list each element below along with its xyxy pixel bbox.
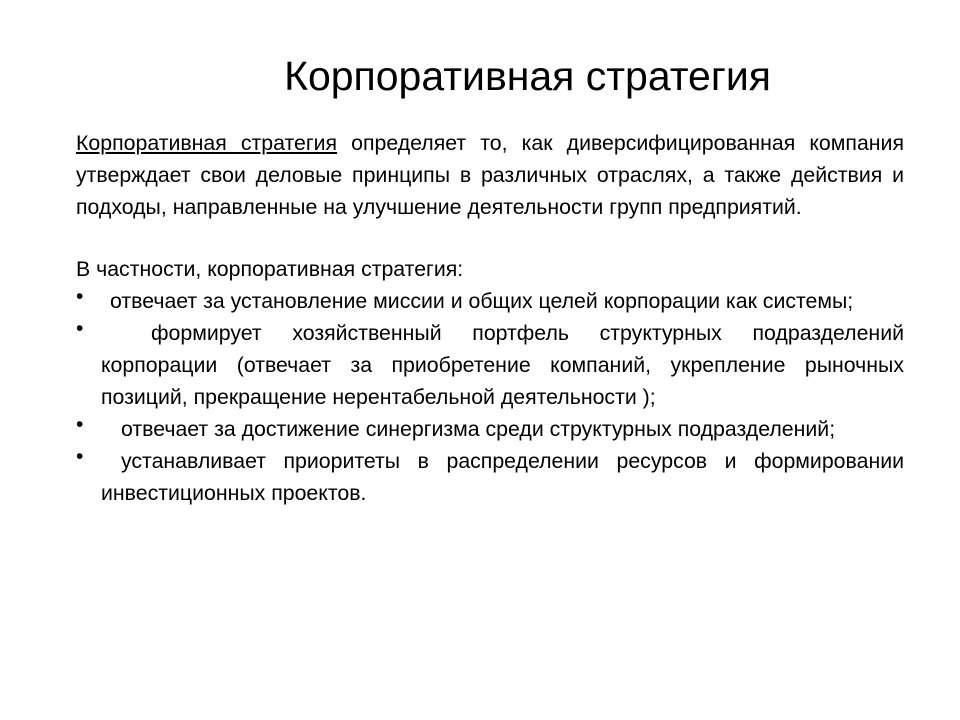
bullet-dot-icon: •	[76, 445, 84, 468]
slide-content	[76, 127, 904, 509]
bullet-dot-icon: •	[76, 317, 84, 340]
bullet-text: формирует хозяйственный портфель структурных подразделений корпорации (отвечает за приобретение компаний, укрепление рыночных позиций, прекращение нерентабельной деятельности );	[101, 321, 904, 409]
intro-paragraph	[76, 127, 904, 223]
bullet-item	[76, 317, 904, 413]
intro-term: Корпоративная стратегия	[76, 131, 338, 155]
bullet-text: отвечает за достижение синергизма среди структурных подразделений;	[121, 417, 836, 441]
bullet-dot-icon: •	[76, 413, 84, 436]
bullet-text: устанавливает приоритеты в распределении ресурсов и формировании инвестиционных проектов.	[101, 449, 904, 505]
slide-title: Корпоративная стратегия	[284, 53, 771, 99]
bullet-dot-icon: •	[76, 285, 84, 308]
lead-text: В частности, корпоративная стратегия:	[76, 257, 464, 281]
bullet-item	[76, 445, 904, 509]
paragraph-gap	[76, 223, 904, 253]
bullet-item	[76, 285, 904, 317]
bullet-item	[76, 413, 904, 445]
intro-text: определяет то, как диверсифицированная компания утверждает свои деловые принципы в различных отраслях, а также действия и подходы, направленные на улучшение деятельности групп предприятий.	[76, 131, 904, 219]
bullet-text: отвечает за установление миссии и общих целей корпорации как системы;	[110, 289, 854, 313]
